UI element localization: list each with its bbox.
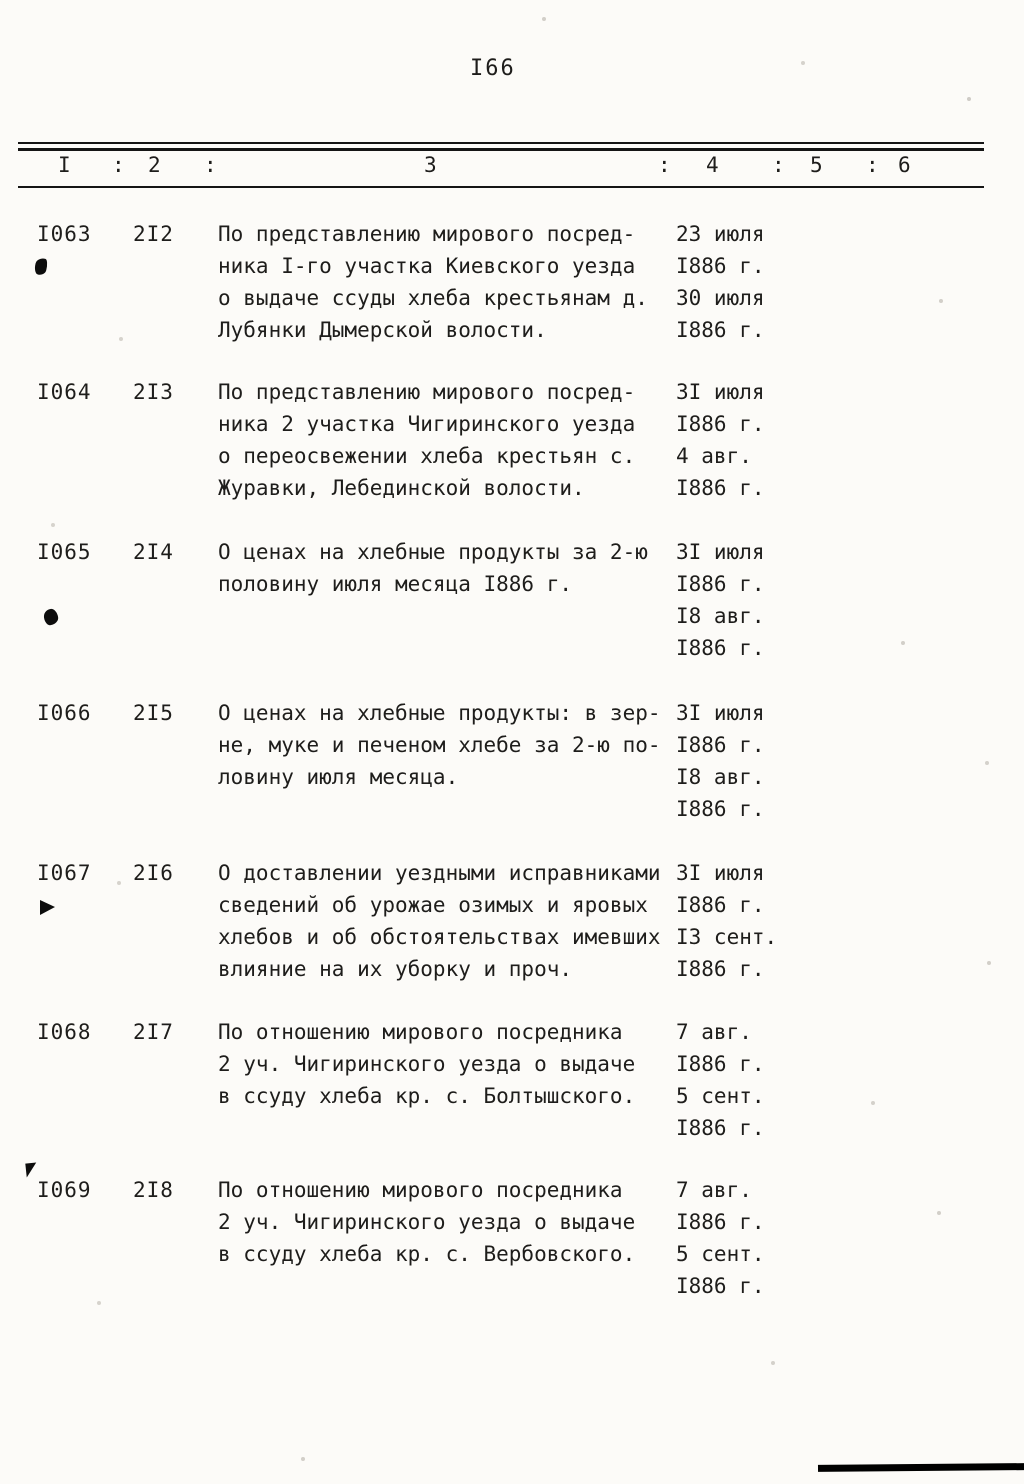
scan-speckles [0, 0, 2, 2]
description-line: ника I-го участка Киевского уезда [218, 254, 636, 278]
column-header-6: 6 [898, 153, 911, 177]
description-line: О ценах на хлебные продукты: в зер- [218, 701, 661, 725]
description-line: хлебов и об обстоятельствах имевших [218, 925, 661, 949]
description-line: 2 уч. Чигиринского уезда о выдаче [218, 1052, 636, 1076]
cell-description [218, 697, 674, 793]
cell-record-number: 2I4 [133, 540, 174, 564]
cell-record-number: 2I5 [133, 701, 174, 725]
column-header-5: 5 [810, 153, 823, 177]
description-line: в ссуду хлеба кр. с. Вербовского. [218, 1242, 636, 1266]
date-line: 3I июля [676, 701, 765, 725]
cell-record-number: 2I3 [133, 380, 174, 404]
date-line: 3I июля [676, 540, 765, 564]
date-line: 3I июля [676, 380, 765, 404]
description-line: По отношению мирового посредника [218, 1178, 623, 1202]
table-top-rule-thick [18, 148, 984, 151]
date-line: 23 июля [676, 222, 765, 246]
description-line: По представлению мирового посред- [218, 222, 636, 246]
column-separator-icon: : [866, 153, 879, 177]
description-line: ника 2 участка Чигиринского уезда [218, 412, 636, 436]
date-line: I886 г. [676, 318, 765, 342]
cell-description [218, 536, 674, 600]
date-line: I886 г. [676, 733, 765, 757]
cell-description [218, 376, 674, 504]
cell-record-number: 2I8 [133, 1178, 174, 1202]
cell-dates [676, 218, 816, 346]
ink-mark-icon [43, 608, 59, 626]
table-header-row [0, 153, 1024, 185]
cell-description [218, 857, 674, 985]
date-line: 3I июля [676, 861, 765, 885]
description-line: влияние на их уборку и проч. [218, 957, 573, 981]
date-line: I886 г. [676, 1052, 765, 1076]
column-separator-icon: : [204, 153, 217, 177]
column-separator-icon: : [658, 153, 671, 177]
date-line: I886 г. [676, 572, 765, 596]
date-line: 7 авг. [676, 1020, 752, 1044]
cell-dates [676, 536, 816, 664]
date-line: 5 сент. [676, 1084, 765, 1108]
description-line: о переосвежении хлеба крестьян с. [218, 444, 636, 468]
description-line: не, муке и печеном хлебе за 2-ю по- [218, 733, 661, 757]
description-line: в ссуду хлеба кр. с. Болтышского. [218, 1084, 636, 1108]
description-line: о выдаче ссуды хлеба крестьянам д. [218, 286, 648, 310]
cell-archive-number: I069 [37, 1178, 92, 1202]
date-line: I886 г. [676, 476, 765, 500]
description-line: 2 уч. Чигиринского уезда о выдаче [218, 1210, 636, 1234]
cell-archive-number: I063 [37, 222, 92, 246]
cell-dates [676, 1016, 816, 1144]
date-line: I886 г. [676, 1274, 765, 1298]
description-line: ловину июля месяца. [218, 765, 459, 789]
ink-arrow-mark-icon [40, 900, 55, 915]
description-line: Лубянки Дымерской волости. [218, 318, 547, 342]
header-bottom-rule [18, 186, 984, 188]
date-line: 30 июля [676, 286, 765, 310]
date-line: I8 авг. [676, 604, 765, 628]
ink-corner-mark-icon [25, 1162, 37, 1177]
description-line: По отношению мирового посредника [218, 1020, 623, 1044]
date-line: 4 авг. [676, 444, 752, 468]
cell-description [218, 1174, 674, 1270]
column-header-1: I [58, 153, 71, 177]
cell-archive-number: I067 [37, 861, 92, 885]
date-line: I886 г. [676, 957, 765, 981]
column-header-4: 4 [706, 153, 719, 177]
date-line: I886 г. [676, 254, 765, 278]
cell-archive-number: I064 [37, 380, 92, 404]
description-line: По представлению мирового посред- [218, 380, 636, 404]
date-line: I886 г. [676, 636, 765, 660]
date-line: I886 г. [676, 797, 765, 821]
table-top-rule-thin [18, 142, 984, 144]
scan-edge-artifact [818, 1463, 1024, 1472]
cell-record-number: 2I7 [133, 1020, 174, 1044]
cell-dates [676, 1174, 816, 1302]
column-header-2: 2 [148, 153, 161, 177]
cell-record-number: 2I6 [133, 861, 174, 885]
date-line: I886 г. [676, 893, 765, 917]
date-line: 7 авг. [676, 1178, 752, 1202]
cell-description [218, 1016, 674, 1112]
cell-record-number: 2I2 [133, 222, 174, 246]
cell-archive-number: I065 [37, 540, 92, 564]
cell-dates [676, 857, 816, 985]
cell-dates [676, 697, 816, 825]
date-line: I886 г. [676, 1210, 765, 1234]
column-separator-icon: : [112, 153, 125, 177]
column-separator-icon: : [772, 153, 785, 177]
description-line: сведений об урожае озимых и яровых [218, 893, 648, 917]
date-line: 5 сент. [676, 1242, 765, 1266]
cell-archive-number: I068 [37, 1020, 92, 1044]
date-line: I886 г. [676, 1116, 765, 1140]
cell-archive-number: I066 [37, 701, 92, 725]
page-number: I66 [470, 56, 516, 81]
date-line: I886 г. [676, 412, 765, 436]
cell-dates [676, 376, 816, 504]
description-line: О ценах на хлебные продукты за 2-ю [218, 540, 648, 564]
description-line: половину июля месяца I886 г. [218, 572, 573, 596]
date-line: I8 авг. [676, 765, 765, 789]
date-line: I3 сент. [676, 925, 778, 949]
column-header-3: 3 [424, 153, 437, 177]
description-line: Журавки, Лебединской волости. [218, 476, 585, 500]
ink-mark-icon [33, 257, 49, 276]
description-line: О доставлении уездными исправниками [218, 861, 661, 885]
cell-description [218, 218, 674, 346]
